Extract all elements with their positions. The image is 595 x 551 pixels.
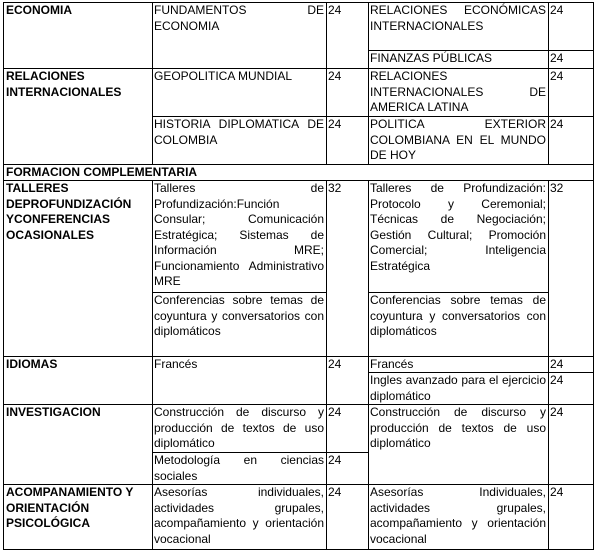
subject-cell: Ingles avanzado para el ejercicio diplomático: [370, 373, 546, 403]
area-cell-talleres: TALLERES DEPROFUNDIZACIÓN YCONFERENCIAS OCASIONALES: [6, 181, 132, 242]
table-border: [3, 2, 4, 550]
subject-cell: Francés: [154, 357, 198, 371]
subject-cell: Construcción de discurso y producción de textos de uso diplomático: [370, 405, 546, 450]
table-border: [3, 549, 594, 550]
subject-cell: Metodología en ciencias sociales: [154, 453, 324, 483]
subject-cell: FINANZAS PÚBLICAS: [370, 51, 493, 65]
subject-cell: RELACIONES INTERNACIONALES DE AMERICA LATINA: [370, 69, 546, 114]
subject-cell: Conferencias sobre temas de coyuntura y conversatorios con diplomáticos: [370, 293, 546, 338]
hours-cell: 32: [550, 181, 564, 195]
hours-cell: 24: [328, 405, 342, 419]
row-divider: [3, 356, 594, 357]
hours-cell: 24: [550, 405, 564, 419]
row-divider: [3, 68, 594, 69]
subject-cell: Asesorías individuales, actividades grupales, acompañamiento y orientación vocacional: [154, 485, 324, 546]
table-border: [3, 2, 594, 3]
area-cell-acompanamiento: ACOMPANAMIENTO Y ORIENTACIÓN PSICOLÓGICA: [6, 485, 134, 530]
row-divider: [3, 180, 594, 181]
hours-cell: 24: [550, 373, 564, 387]
row-divider: [3, 404, 594, 405]
row-divider: [3, 164, 594, 165]
area-cell-relaciones-internacionales: RELACIONES INTERNACIONALES: [6, 69, 122, 99]
subject-cell: GEOPOLITICA MUNDIAL: [154, 69, 293, 83]
hours-cell: 24: [328, 3, 342, 17]
section-title: FORMACION COMPLEMENTARIA: [6, 165, 198, 179]
subject-cell: Talleres de Profundización: Protocolo y Ceremonial; Técnicas de Negociación; Gestión Cultural; Promoción Comercial; Inteligencia Estratégica: [370, 181, 546, 273]
column-divider: [326, 180, 327, 550]
subject-cell: HISTORIA DIPLOMATICA DE COLOMBIA: [154, 117, 324, 147]
hours-cell: 24: [550, 69, 564, 83]
hours-cell: 24: [550, 117, 564, 131]
subject-cell: Francés: [370, 357, 414, 371]
column-divider: [152, 2, 153, 164]
subject-cell: RELACIONES ECONÓMICAS INTERNACIONALES: [370, 3, 546, 33]
subrow-divider: [152, 452, 368, 453]
row-divider: [3, 484, 594, 485]
subrow-divider: [368, 372, 594, 373]
hours-cell: 24: [328, 485, 342, 499]
subject-cell: Talleres de Profundización:Función Consular; Comunicación Estratégica; Sistemas de Información MRE; Funcionamiento Administrativo MRE: [154, 181, 324, 288]
hours-cell: 24: [328, 357, 342, 371]
hours-cell: 24: [328, 69, 342, 83]
column-divider: [368, 2, 369, 164]
table-border: [593, 2, 594, 550]
subrow-divider: [152, 116, 594, 117]
column-divider: [548, 180, 549, 550]
subrow-divider: [368, 292, 548, 293]
column-divider: [326, 2, 327, 164]
area-cell-investigacion: INVESTIGACION: [6, 405, 101, 419]
column-divider: [548, 2, 549, 164]
subject-cell: Construcción de discurso y producción de textos de uso diplomático: [154, 405, 324, 450]
hours-cell: 24: [550, 357, 564, 371]
hours-cell: 24: [328, 453, 342, 467]
subrow-divider: [152, 292, 326, 293]
area-cell-idiomas: IDIOMAS: [6, 357, 58, 371]
subject-cell: Asesorías Individuales, actividades grupales, acompañamiento y orientación vocacional: [370, 485, 546, 546]
hours-cell: 24: [328, 117, 342, 131]
hours-cell: 32: [328, 181, 342, 195]
column-divider: [368, 180, 369, 550]
subrow-divider: [368, 50, 594, 51]
subject-cell: POLITICA EXTERIOR COLOMBIANA EN EL MUNDO DE HOY: [370, 117, 546, 162]
hours-cell: 24: [550, 51, 564, 65]
subject-cell: FUNDAMENTOS DE ECONOMIA: [154, 3, 324, 33]
hours-cell: 24: [550, 3, 564, 17]
subject-cell: Conferencias sobre temas de coyuntura y conversatorios con diplomáticos: [154, 293, 324, 338]
column-divider: [152, 180, 153, 550]
area-cell-economia: ECONOMIA: [6, 3, 72, 17]
hours-cell: 24: [550, 485, 564, 499]
